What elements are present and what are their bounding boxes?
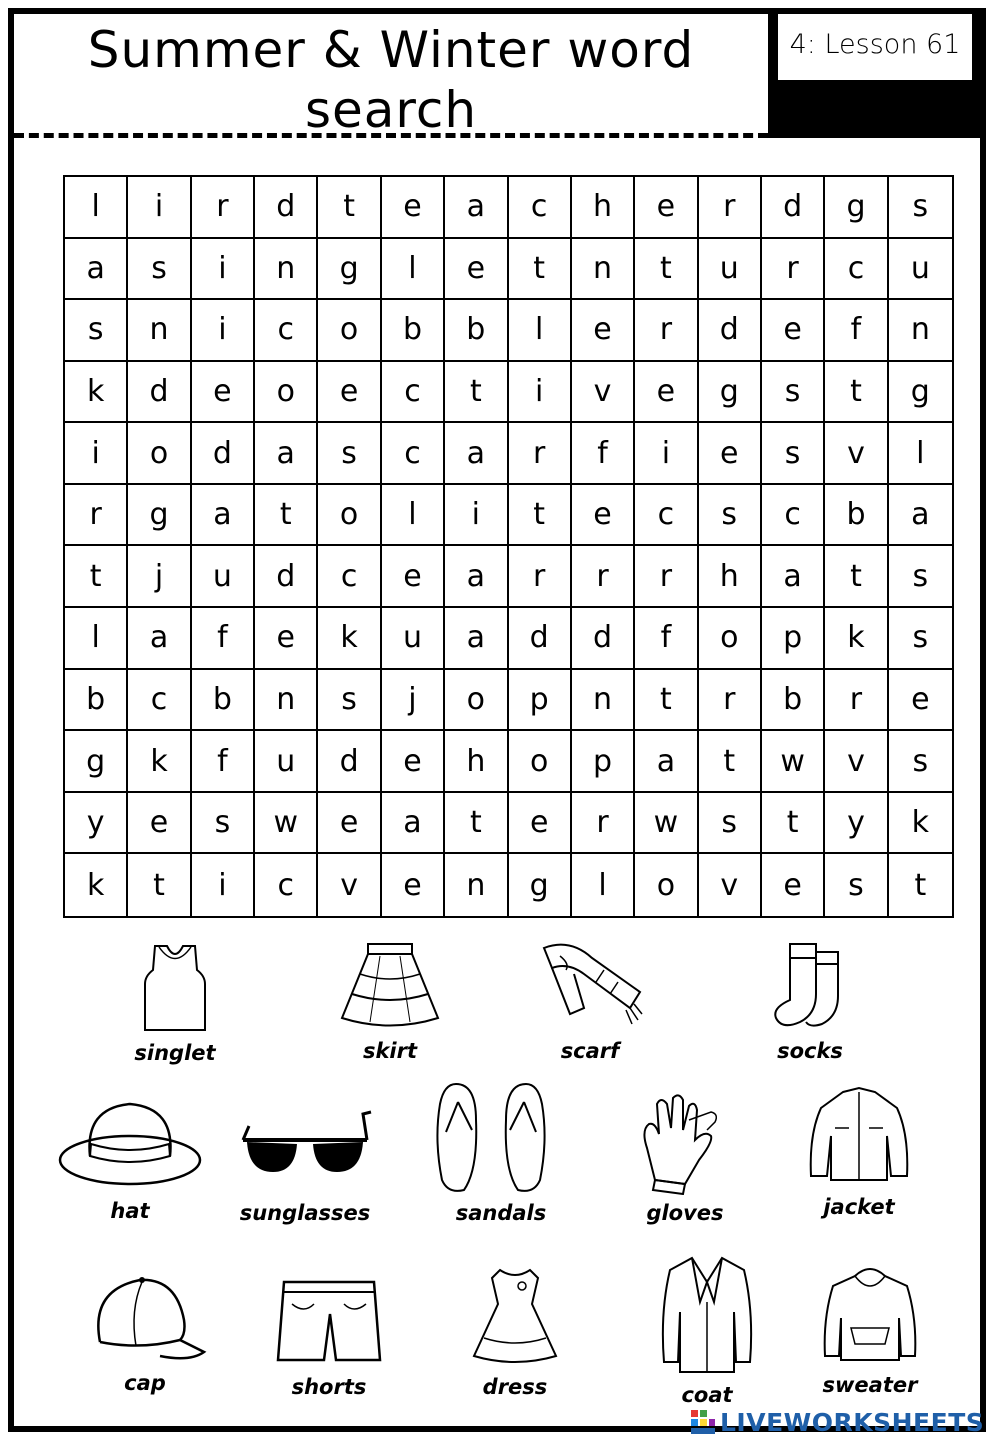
socks-icon	[760, 938, 860, 1033]
word-label: sweater	[822, 1373, 918, 1397]
grid-cell[interactable]: g	[699, 362, 762, 424]
word-item-cap	[60, 1270, 230, 1395]
grid-cell[interactable]: s	[889, 731, 952, 793]
word-search-grid	[63, 175, 954, 918]
grid-cell[interactable]: n	[889, 300, 952, 362]
grid-cell[interactable]: r	[65, 485, 128, 547]
grid-cell[interactable]: s	[889, 177, 952, 239]
grid-cell[interactable]: e	[762, 854, 825, 916]
grid-cell[interactable]: o	[445, 670, 508, 732]
word-item-singlet	[90, 940, 260, 1065]
grid-cell[interactable]: e	[382, 854, 445, 916]
grid-cell[interactable]: r	[762, 239, 825, 301]
grid-cell[interactable]: s	[318, 423, 381, 485]
grid-cell[interactable]: c	[825, 239, 888, 301]
grid-cell[interactable]: e	[635, 362, 698, 424]
grid-cell[interactable]: d	[572, 608, 635, 670]
grid-cell[interactable]: s	[192, 793, 255, 855]
word-label: sunglasses	[239, 1201, 371, 1225]
grid-cell[interactable]: i	[445, 485, 508, 547]
grid-cell[interactable]: r	[572, 793, 635, 855]
word-item-sweater	[785, 1262, 955, 1397]
grid-cell[interactable]: f	[192, 608, 255, 670]
grid-cell[interactable]: l	[572, 854, 635, 916]
grid-cell[interactable]: k	[65, 362, 128, 424]
grid-cell[interactable]: e	[318, 793, 381, 855]
grid-cell[interactable]: c	[128, 670, 191, 732]
word-label: shorts	[291, 1375, 367, 1399]
grid-cell[interactable]: c	[762, 485, 825, 547]
grid-cell[interactable]: g	[65, 731, 128, 793]
grid-cell[interactable]: g	[509, 854, 572, 916]
grid-cell[interactable]: l	[65, 177, 128, 239]
grid-cell[interactable]: g	[825, 177, 888, 239]
grid-cell[interactable]: e	[382, 731, 445, 793]
sandals-icon	[416, 1080, 586, 1195]
grid-cell[interactable]: e	[445, 239, 508, 301]
grid-cell[interactable]: e	[509, 793, 572, 855]
grid-cell[interactable]: d	[762, 177, 825, 239]
grid-cell[interactable]: r	[699, 670, 762, 732]
grid-cell[interactable]: g	[128, 485, 191, 547]
grid-cell[interactable]: b	[192, 670, 255, 732]
grid-cell[interactable]: g	[318, 239, 381, 301]
grid-cell[interactable]: o	[699, 608, 762, 670]
grid-cell[interactable]: o	[318, 485, 381, 547]
grid-cell[interactable]: i	[192, 300, 255, 362]
grid-cell[interactable]: f	[572, 423, 635, 485]
grid-cell[interactable]: o	[128, 423, 191, 485]
liveworksheets-logo	[690, 1406, 984, 1438]
grid-cell[interactable]: h	[699, 546, 762, 608]
grid-cell[interactable]: b	[762, 670, 825, 732]
grid-cell[interactable]: e	[572, 485, 635, 547]
word-item-gloves	[600, 1090, 770, 1225]
grid-cell[interactable]: d	[318, 731, 381, 793]
grid-cell[interactable]: e	[889, 670, 952, 732]
grid-cell[interactable]: c	[509, 177, 572, 239]
word-label: socks	[777, 1039, 843, 1063]
grid-cell[interactable]: s	[825, 854, 888, 916]
grid-cell[interactable]: d	[128, 362, 191, 424]
grid-cell[interactable]: u	[889, 239, 952, 301]
grid-cell[interactable]: i	[192, 239, 255, 301]
grid-cell[interactable]: t	[318, 177, 381, 239]
grid-cell[interactable]: h	[572, 177, 635, 239]
grid-cell[interactable]: i	[192, 854, 255, 916]
grid-cell[interactable]: o	[318, 300, 381, 362]
grid-cell[interactable]: c	[635, 485, 698, 547]
jacket-icon	[799, 1084, 919, 1189]
grid-cell[interactable]: v	[572, 362, 635, 424]
grid-cell[interactable]: t	[635, 670, 698, 732]
grid-cell[interactable]: n	[445, 854, 508, 916]
grid-cell[interactable]: l	[382, 485, 445, 547]
grid-cell[interactable]: c	[382, 362, 445, 424]
word-item-sunglasses	[220, 1100, 390, 1225]
coat-icon	[652, 1252, 762, 1377]
grid-cell[interactable]: s	[889, 608, 952, 670]
grid-cell[interactable]: d	[255, 177, 318, 239]
skirt-icon	[330, 938, 450, 1033]
dress-icon	[460, 1264, 570, 1369]
grid-cell[interactable]: u	[382, 608, 445, 670]
word-item-sandals	[416, 1080, 586, 1225]
grid-cell[interactable]: s	[65, 300, 128, 362]
word-item-dress	[430, 1264, 600, 1399]
grid-cell[interactable]: b	[382, 300, 445, 362]
grid-cell[interactable]: r	[635, 300, 698, 362]
grid-cell[interactable]: c	[382, 423, 445, 485]
sweater-icon	[815, 1262, 925, 1367]
grid-cell[interactable]: o	[635, 854, 698, 916]
grid-cell[interactable]: j	[128, 546, 191, 608]
word-item-scarf	[505, 938, 675, 1063]
grid-cell[interactable]: t	[699, 731, 762, 793]
grid-cell[interactable]: t	[128, 854, 191, 916]
grid-cell[interactable]: n	[572, 670, 635, 732]
grid-cell[interactable]: s	[699, 485, 762, 547]
grid-cell[interactable]: k	[128, 731, 191, 793]
grid-cell[interactable]: b	[445, 300, 508, 362]
grid-cell[interactable]: s	[318, 670, 381, 732]
grid-cell[interactable]: t	[255, 485, 318, 547]
grid-cell[interactable]: a	[192, 485, 255, 547]
grid-cell[interactable]: r	[192, 177, 255, 239]
grid-cell[interactable]: d	[509, 608, 572, 670]
word-label: sandals	[455, 1201, 547, 1225]
grid-cell[interactable]: p	[509, 670, 572, 732]
grid-cell[interactable]: y	[825, 793, 888, 855]
grid-cell[interactable]: s	[889, 546, 952, 608]
word-label: skirt	[362, 1039, 418, 1063]
grid-cell[interactable]: e	[572, 300, 635, 362]
grid-cell[interactable]: j	[382, 670, 445, 732]
grid-cell[interactable]: t	[914, 867, 927, 903]
gloves-icon	[625, 1090, 745, 1195]
grid-cell[interactable]: w	[762, 731, 825, 793]
grid-cell[interactable]: t	[825, 546, 888, 608]
grid-cell[interactable]: n	[128, 300, 191, 362]
word-label: jacket	[823, 1195, 895, 1219]
grid-cell[interactable]: f	[192, 731, 255, 793]
grid-cell[interactable]: u	[255, 731, 318, 793]
grid-cell[interactable]: t	[762, 793, 825, 855]
word-label: cap	[124, 1371, 166, 1395]
word-item-skirt	[305, 938, 475, 1063]
grid-cell[interactable]: a	[445, 608, 508, 670]
grid-cell[interactable]: b	[65, 670, 128, 732]
grid-cell[interactable]: r	[509, 423, 572, 485]
grid-cell[interactable]: e	[128, 793, 191, 855]
grid-cell[interactable]: t	[509, 485, 572, 547]
grid-cell[interactable]: v	[825, 731, 888, 793]
grid-cell[interactable]: k	[318, 608, 381, 670]
grid-cell[interactable]: i	[635, 423, 698, 485]
word-label: dress	[482, 1375, 548, 1399]
grid-cell[interactable]: t	[445, 793, 508, 855]
grid-cell[interactable]: s	[762, 362, 825, 424]
word-label: scarf	[560, 1039, 620, 1063]
grid-cell[interactable]: k	[825, 608, 888, 670]
grid-cell[interactable]: d	[255, 546, 318, 608]
lesson-label: 4: Lesson 61	[776, 12, 974, 82]
grid-cell[interactable]: a	[445, 423, 508, 485]
grid-cell[interactable]: a	[255, 423, 318, 485]
grid-cell[interactable]: d	[699, 300, 762, 362]
cap-icon	[80, 1270, 210, 1365]
hat-icon	[55, 1098, 205, 1193]
grid-cell[interactable]: b	[825, 485, 888, 547]
grid-cell[interactable]: l	[65, 608, 128, 670]
grid-cell[interactable]: a	[65, 239, 128, 301]
grid-cell[interactable]: i	[65, 423, 128, 485]
grid-cell[interactable]: a	[445, 546, 508, 608]
grid-cell[interactable]: s	[762, 423, 825, 485]
grid-cell[interactable]: k	[65, 854, 128, 916]
grid-cell[interactable]: a	[382, 793, 445, 855]
grid-cell[interactable]: y	[65, 793, 128, 855]
grid-cell[interactable]: w	[635, 793, 698, 855]
word-item-socks	[725, 938, 895, 1063]
grid-cell[interactable]: a	[635, 731, 698, 793]
grid-cell[interactable]: i	[509, 362, 572, 424]
liveworksheets-logo-icon	[690, 1409, 716, 1435]
word-item-jacket	[774, 1084, 944, 1219]
grid-cell[interactable]: u	[192, 546, 255, 608]
grid-cell[interactable]: e	[382, 177, 445, 239]
grid-cell[interactable]: u	[699, 239, 762, 301]
grid-cell[interactable]: e	[192, 362, 255, 424]
grid-cell[interactable]: l	[509, 300, 572, 362]
grid-cell[interactable]: k	[889, 793, 952, 855]
liveworksheets-logo-text: LIVEWORKSHEETS	[720, 1407, 985, 1437]
grid-cell[interactable]: n	[572, 239, 635, 301]
word-item-hat	[45, 1098, 215, 1223]
word-label: hat	[110, 1199, 150, 1223]
grid-cell[interactable]: a	[445, 177, 508, 239]
grid-cell[interactable]: g	[889, 362, 952, 424]
grid-cell[interactable]: a	[128, 608, 191, 670]
grid-cell[interactable]: v	[318, 854, 381, 916]
scarf-icon	[530, 938, 650, 1033]
grid-cell[interactable]: r	[825, 670, 888, 732]
sunglasses-icon	[235, 1100, 375, 1195]
word-item-shorts	[244, 1274, 414, 1399]
grid-cell[interactable]: r	[699, 177, 762, 239]
grid-cell[interactable]: o	[255, 362, 318, 424]
grid-cell[interactable]: h	[445, 731, 508, 793]
grid-cell[interactable]: l	[382, 239, 445, 301]
grid-cell[interactable]: v	[825, 423, 888, 485]
grid-cell[interactable]: n	[255, 670, 318, 732]
grid-cell[interactable]: e	[699, 423, 762, 485]
grid-cell[interactable]: s	[128, 239, 191, 301]
grid-cell[interactable]: e	[255, 608, 318, 670]
grid-cell[interactable]: f	[635, 608, 698, 670]
word-item-coat	[622, 1252, 792, 1407]
title-box	[14, 14, 768, 138]
grid-cell[interactable]: e	[635, 177, 698, 239]
grid-cell[interactable]: t	[65, 546, 128, 608]
grid-cell[interactable]: i	[128, 177, 191, 239]
grid-cell[interactable]: e	[382, 546, 445, 608]
singlet-icon	[125, 940, 225, 1035]
grid-cell[interactable]: a	[762, 546, 825, 608]
shorts-icon	[264, 1274, 394, 1369]
grid-cell[interactable]: t	[825, 362, 888, 424]
grid-cell[interactable]: p	[762, 608, 825, 670]
grid-cell[interactable]: f	[825, 300, 888, 362]
grid-cell[interactable]: n	[255, 239, 318, 301]
word-label: gloves	[646, 1201, 724, 1225]
grid-cell[interactable]: r	[572, 546, 635, 608]
grid-cell[interactable]: w	[255, 793, 318, 855]
word-label: singlet	[134, 1041, 216, 1065]
grid-cell[interactable]: o	[509, 731, 572, 793]
grid-cell[interactable]: t	[509, 239, 572, 301]
grid-cell[interactable]: t	[445, 362, 508, 424]
grid-cell[interactable]: d	[192, 423, 255, 485]
page-title: Summer & Winter word search	[87, 21, 695, 139]
grid-cell[interactable]: c	[255, 300, 318, 362]
grid-cell[interactable]: l	[889, 423, 952, 485]
grid-cell[interactable]: a	[889, 485, 952, 547]
grid-cell[interactable]: c	[318, 546, 381, 608]
grid-cell[interactable]: e	[762, 300, 825, 362]
grid-cell[interactable]: v	[699, 854, 762, 916]
grid-cell[interactable]: p	[572, 731, 635, 793]
grid-cell[interactable]: s	[699, 793, 762, 855]
grid-cell[interactable]: e	[318, 362, 381, 424]
word-label: coat	[681, 1383, 733, 1407]
grid-cell[interactable]: r	[509, 546, 572, 608]
grid-cell[interactable]: r	[635, 546, 698, 608]
grid-cell[interactable]: c	[255, 854, 318, 916]
grid-cell[interactable]: t	[635, 239, 698, 301]
